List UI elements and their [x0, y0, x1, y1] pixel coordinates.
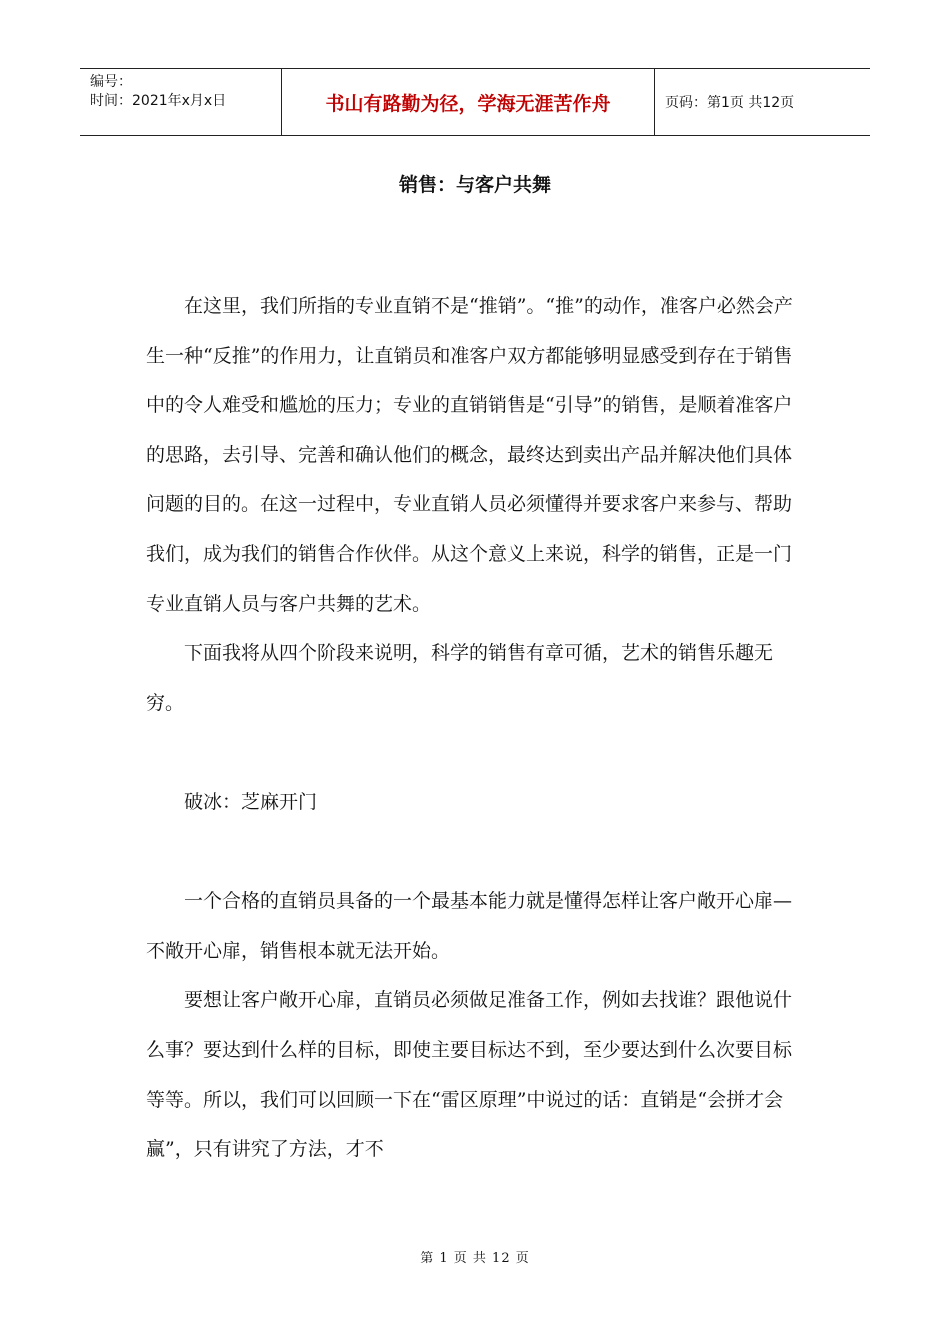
number-label: 编号：: [90, 74, 132, 90]
spacer: [146, 728, 810, 778]
section-subheading: 破冰：芝麻开门: [184, 790, 318, 813]
document-body: [146, 282, 810, 1175]
header-meta-cell: [80, 69, 282, 135]
page-footer: 第 1 页 共 12 页: [420, 1251, 530, 1266]
page-info-text: 页码：第1页 共12页: [665, 95, 795, 111]
time-label: 时间：2021年x月x日: [90, 93, 227, 109]
paragraph-2: 下面我将从四个阶段来说明，科学的销售有章可循，艺术的销售乐趣无穷。: [146, 642, 774, 714]
paragraph-3: 一个合格的直销员具备的一个最基本能力就是懂得怎样让客户敞开心扉—不敞开心扉，销售根本就无法开始。: [146, 890, 793, 962]
paragraph-4: 要想让客户敞开心扉，直销员必须做足准备工作，例如去找谁？跟他说什么事？要达到什么样的目标，即使主要目标达不到，至少要达到什么次要目标等等。所以，我们可以回顾一下在“雷区原理”中说过的话：直销是“会拼才会赢”，只有讲究了方法，才不: [146, 989, 793, 1161]
header-table: [80, 68, 870, 136]
paragraph-1: 在这里，我们所指的专业直销不是“推销”。“推”的动作，准客户必然会产生一种“反推”的作用力，让直销员和准客户双方都能够明显感受到存在于销售中的令人难受和尴尬的压力；专业的直销销售是“引导”的销售，是顺着准客户的思路，去引导、完善和确认他们的概念，最终达到卖出产品并解决他们具体问题的目的。在这一过程中，专业直销人员必须懂得并要求客户来参与、帮助我们，成为我们的销售合作伙伴。从这个意义上来说，科学的销售，正是一门专业直销人员与客户共舞的艺术。: [146, 295, 793, 615]
motto-text: 书山有路勤为径，学海无涯苦作舟: [325, 92, 611, 115]
motto-cell: [282, 69, 655, 135]
spacer: [146, 828, 810, 878]
page-info-cell: [655, 69, 870, 135]
document-title: 销售：与客户共舞: [398, 174, 551, 196]
